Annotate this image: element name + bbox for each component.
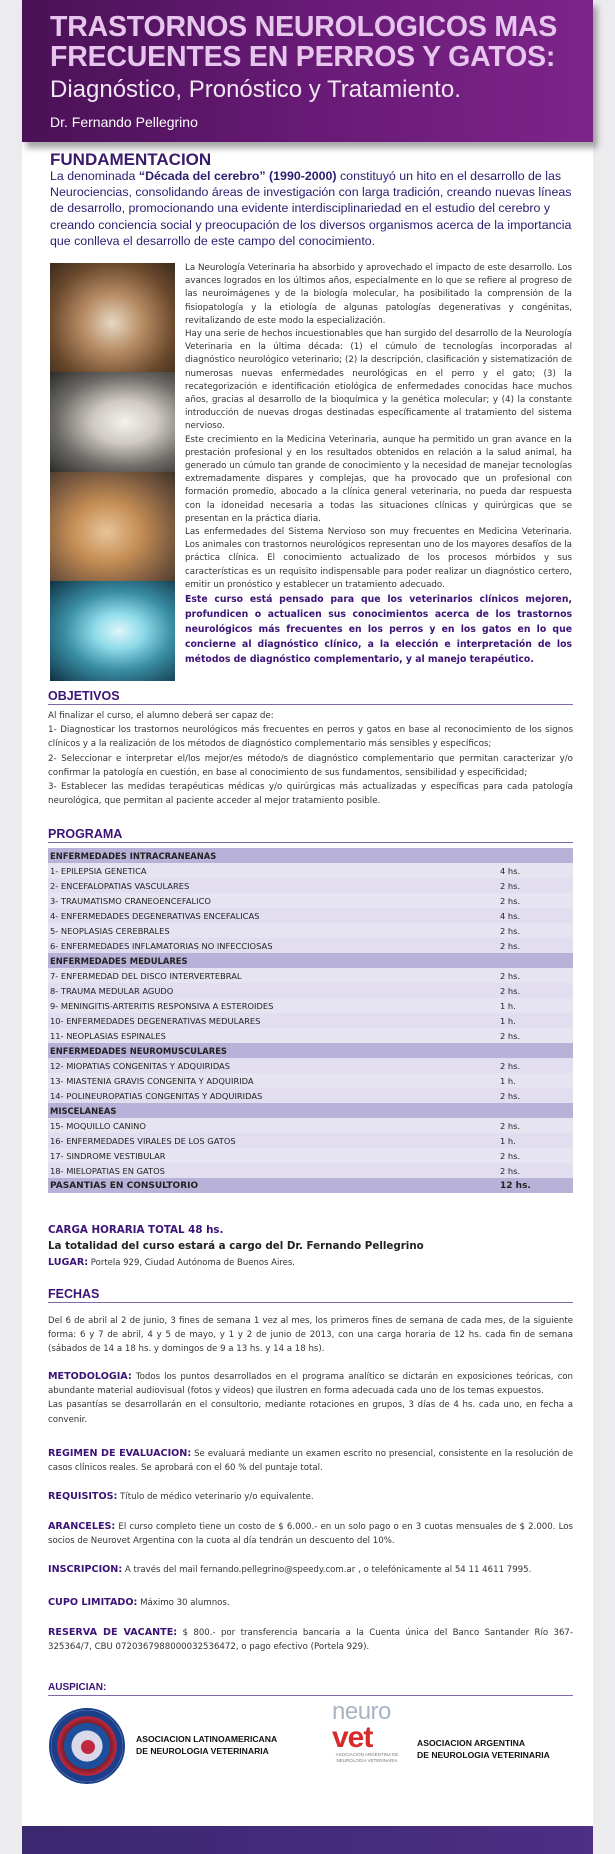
objetivos-list	[48, 709, 573, 808]
title-line-2: FRECUENTES EN PERROS Y GATOS:	[50, 41, 556, 73]
program-item-name: 15- MOQUILLO CANINO	[50, 1120, 146, 1131]
org2-line1: ASOCIACION ARGENTINA	[417, 1738, 526, 1748]
program-item-name: 3- TRAUMATISMO CRANEOENCEFALICO	[50, 895, 211, 906]
title-line-1: TRASTORNOS NEUROLOGICOS MAS	[50, 11, 558, 43]
program-total-name: PASANTIAS EN CONSULTORIO	[50, 1180, 199, 1191]
fundamentacion-intro	[50, 168, 573, 249]
objetivo-line: 3- Establecer las medidas terapéuticas médicas y/o quirúrgicas más actualizadas y específicas para cada patología neurológica, que permitan al paciente acceder al mejor tratamiento posible.	[48, 782, 573, 807]
neurovet-logo-vet: vet	[332, 1721, 373, 1754]
program-item-hours: 2 hs.	[500, 1120, 521, 1131]
course-author: Dr. Fernando Pellegrino	[50, 114, 198, 130]
program-item	[48, 893, 573, 908]
objetivo-line: 2- Seleccionar e interpretar el/los mejor/es método/s de diagnóstico complementario que permitan caracterizar y/o confirmar la patología en cuestión, en base al conocimiento de sus fundamentos, sensibilidad y especificidad;	[48, 753, 573, 778]
program-item-hours: 2 hs.	[500, 1090, 521, 1101]
requisitos-text: Título de médico veterinario y/o equivalente.	[117, 1492, 314, 1502]
objetivo-line: Al finalizar el curso, el alumno deberá ser capaz de:	[48, 711, 274, 721]
program-item	[48, 1163, 573, 1178]
alanv-logo	[49, 1708, 125, 1784]
lugar-label: LUGAR:	[48, 1257, 89, 1268]
carga-total: CARGA HORARIA TOTAL 48 hs.	[48, 1224, 224, 1236]
program-item-name: 5- NEOPLASIAS CEREBRALES	[50, 925, 170, 936]
dog-photo-3	[50, 472, 175, 581]
metodologia-label: METODOLOGIA:	[48, 1371, 132, 1382]
photo-column	[50, 263, 175, 681]
program-item-hours: 2 hs.	[500, 1030, 521, 1041]
footer-band	[22, 1826, 593, 1854]
program-total-hours: 12 hs.	[500, 1180, 531, 1191]
reserva-info	[48, 1626, 573, 1654]
fundamentacion-body	[185, 262, 572, 667]
program-item-hours: 1 h.	[500, 1000, 516, 1011]
regimen-info	[48, 1447, 573, 1475]
cupo-label: CUPO LIMITADO:	[48, 1597, 138, 1608]
program-item-name: 12- MIOPATIAS CONGENITAS Y ADQUIRIDAS	[50, 1060, 230, 1071]
fechas-text: Del 6 de abril al 2 de junio, 3 fines de semana 1 vez al mes, los primeros fines de semana de cada mes, de la siguiente forma: 6 y 7 de abril, 4 y 5 de mayo, y 1 y 2 de junio de 2013, con una carga horaria de 12 hs. cada fin de semana (sábados de 14 a 18 hs. y domingos de 9 a 13 hs. y 14 a 18 hs).	[48, 1316, 573, 1355]
program-item	[48, 878, 573, 893]
programa-heading: PROGRAMA	[48, 827, 573, 843]
intro-post: constituyó un hito en el desarrollo de las Neurociencias, consolidando áreas de investigación con larga tradición, creando nuevas líneas de desarrollo, promocionando una evidente interdisciplinariedad en el estudio del cerebro y creando conciencia social y preocupación de los diversos organismos acerca de la importancia que conlleva el desarrollo de este campo del conocimiento.	[50, 169, 572, 248]
program-category-name: ENFERMEDADES INTRACRANEANAS	[50, 850, 217, 861]
paragraph: Hay una serie de hechos incuestionables que han surgido del desarrollo de la Neurología Veterinaria en la última década: (1) el cúmulo de tecnologías incorporadas al diagnóstico neurológico veterinario; (2) la descripción, clasificación y sistematización de numerosas nuevas enfermedades neurológicas en el perro y el gato; (3) la recategorización e identificación etiológica de enfermedades conocidas hace muchos años, gracias al desarrollo de la bioquímica y la genética molecular; y (4) la constante introducción de nuevas drogas destinadas específicamente al tratamiento del sistema nervioso.	[185, 329, 572, 432]
program-item	[48, 1058, 573, 1073]
program-item-name: 18- MIELOPATIAS EN GATOS	[50, 1165, 165, 1176]
regimen-text: Se evaluará mediante un examen escrito no presencial, consistente en la resolución de casos clínicos reales. Se aprobará con el 60 % del puntaje total.	[48, 1449, 573, 1474]
program-item	[48, 1148, 573, 1163]
header-banner	[22, 0, 593, 142]
program-total	[48, 1178, 573, 1193]
program-item-hours: 4 hs.	[500, 910, 521, 921]
org1-line1: ASOCIACION LATINOAMERICANA	[136, 1734, 278, 1744]
program-item	[48, 968, 573, 983]
program-item	[48, 923, 573, 938]
program-item	[48, 1118, 573, 1133]
neurovet-logo	[332, 1700, 402, 1780]
mri-image	[50, 581, 175, 681]
program-item-hours: 2 hs.	[500, 1165, 521, 1176]
program-item-hours: 1 h.	[500, 1075, 516, 1086]
program-item-name: 9- MENINGITIS-ARTERITIS RESPONSIVA A ESTEROIDES	[50, 1000, 274, 1011]
program-item-hours: 2 hs.	[500, 880, 521, 891]
program-item-name: 1- EPILEPSIA GENETICA	[50, 865, 147, 876]
program-item-hours: 2 hs.	[500, 985, 521, 996]
program-item-hours: 2 hs.	[500, 1150, 521, 1161]
program-item-name: 16- ENFERMEDADES VIRALES DE LOS GATOS	[50, 1135, 236, 1146]
requisitos-label: REQUISITOS:	[48, 1491, 118, 1502]
inscripcion-label: INSCRIPCION:	[48, 1564, 123, 1575]
program-item-hours: 2 hs.	[500, 895, 521, 906]
cupo-text: Máximo 30 alumnos.	[137, 1598, 230, 1608]
course-highlight: Este curso está pensado para que los veterinarios clínicos mejoren, profundicen o actualicen sus conocimientos acerca de los trastornos neurológicos más frecuentes en los perros y en los gatos en lo que concierne al diagnóstico clínico, a la elección e interpretación de los métodos de diagnóstico complementario, y al manejo terapéutico.	[185, 594, 572, 666]
program-item	[48, 863, 573, 878]
program-item-hours: 2 hs.	[500, 940, 521, 951]
course-subtitle: Diagnóstico, Pronóstico y Tratamiento.	[50, 76, 461, 103]
org1-line2: DE NEUROLOGIA VETERINARIA	[136, 1746, 269, 1756]
paragraph: Este crecimiento en la Medicina Veterinaria, aunque ha permitido un gran avance en la prestación profesional y en los resultados obtenidos en relación a la salud animal, ha generado un cúmulo tan grande de conocimiento y la necesidad de manejar tecnologías extremadamente dispares y complejas, que ha provocado que un profesional con formación promedio, abocado a la clínica general veterinaria, no pueda dar respuesta con la idoneidad necesaria a todas las situaciones clínicas y quirúrgicas que se presentan en la práctica diaria.	[185, 434, 572, 524]
inscripcion-info	[48, 1563, 573, 1577]
programa-table	[48, 848, 573, 1193]
neurovet-logo-neuro: neuro	[332, 1698, 391, 1725]
objetivo-line: 1- Diagnosticar los trastornos neurológicos más frecuentes en perros y gatos en base al reconocimiento de los signos clínicos y a la realización de los métodos de diagnóstico complementario más sensibles y específicos;	[48, 725, 573, 750]
program-item	[48, 938, 573, 953]
program-category	[48, 1103, 573, 1118]
program-category	[48, 953, 573, 968]
program-category-name: MISCELANEAS	[50, 1105, 117, 1116]
paragraph: La Neurología Veterinaria ha absorbido y aprovechado el impacto de este desarrollo. Los avances logrados en los últimos años, especialmente en lo que se refiere al progreso de las neuroimágenes y de la biología molecular, ha posibilitado la comprensión de la fisiopatología y la etiología de algunas patologías degenerativas y congénitas, revitalizando de este modo la especialización.	[185, 263, 572, 326]
metodologia-text: Todos los puntos desarrollados en el programa analítico se dictarán en exposiciones teóricas, con abundante material audiovisual (fotos y videos) que ilustren en forma adecuada cada uno de los temas expuestos.	[48, 1372, 573, 1397]
program-item	[48, 1028, 573, 1043]
program-item-hours: 2 hs.	[500, 970, 521, 981]
program-item-name: 11- NEOPLASIAS ESPINALES	[50, 1030, 166, 1041]
logo-center-icon	[81, 1740, 95, 1754]
program-item-name: 4- ENFERMEDADES DEGENERATIVAS ENCEFALICAS	[50, 910, 260, 921]
program-item-hours: 1 h.	[500, 1015, 516, 1026]
auspician-heading: AUSPICIAN:	[48, 1682, 573, 1696]
program-item	[48, 1133, 573, 1148]
program-item-name: 17- SINDROME VESTIBULAR	[50, 1150, 166, 1161]
aranceles-text: El curso completo tiene un costo de $ 6.000.- en un solo pago o en 3 cuotas mensuales de $ 2.000. Los socios de Neurovet Argentina con la cuota al día tendrán un descuento del 10%.	[48, 1522, 573, 1547]
neurovet-logo-sub: ASOCIACION ARGENTINA DE NEUROLOGIA VETERINARIA	[335, 1752, 399, 1763]
program-item	[48, 1088, 573, 1103]
dog-photo-1	[50, 263, 175, 372]
program-item-name: 6- ENFERMEDADES INFLAMATORIAS NO INFECCIOSAS	[50, 940, 273, 951]
program-item-name: 10- ENFERMEDADES DEGENERATIVAS MEDULARES	[50, 1015, 261, 1026]
program-item-name: 13- MIASTENIA GRAVIS CONGENITA Y ADQUIRIDA	[50, 1075, 254, 1086]
program-item-name: 8- TRAUMA MEDULAR AGUDO	[50, 985, 174, 996]
aranceles-label: ARANCELES:	[48, 1521, 116, 1532]
course-title	[50, 12, 590, 72]
program-item-name: 2- ENCEFALOPATIAS VASCULARES	[50, 880, 190, 891]
program-item-name: 14- POLINEUROPATIAS CONGENITAS Y ADQUIRIDAS	[50, 1090, 263, 1101]
intro-bold: “Década del cerebro” (1990-2000)	[138, 169, 337, 183]
program-item-name: 7- ENFERMEDAD DEL DISCO INTERVERTEBRAL	[50, 970, 242, 981]
dog-photo-2	[50, 372, 175, 472]
metodologia-info	[48, 1370, 573, 1427]
cupo-info	[48, 1596, 573, 1610]
program-item-hours: 2 hs.	[500, 1060, 521, 1071]
program-item-hours: 1 h.	[500, 1135, 516, 1146]
reserva-label: RESERVA DE VACANTE:	[48, 1627, 178, 1638]
intro-pre: La denominada	[50, 169, 139, 183]
program-item	[48, 983, 573, 998]
requisitos-info	[48, 1490, 573, 1504]
program-item-hours: 4 hs.	[500, 865, 521, 876]
program-item	[48, 908, 573, 923]
program-category-name: ENFERMEDADES NEUROMUSCULARES	[50, 1045, 227, 1056]
paragraph: Las enfermedades del Sistema Nervioso son muy frecuentes en Medicina Veterinaria. Los animales con trastornos neurológicos representan uno de los mayores desafíos de la práctica clínica. El conocimiento actualizado de los procesos mórbidos y sus características es un requisito indispensable para poder realizar un diagnóstico certero, emitir un pronóstico y establecer un tratamiento adecuado.	[185, 527, 572, 590]
fundamentacion-heading: FUNDAMENTACION	[50, 150, 212, 169]
program-item-hours: 2 hs.	[500, 925, 521, 936]
carga-docente: La totalidad del curso estará a cargo del Dr. Fernando Pellegrino	[48, 1240, 424, 1252]
org2-line2: DE NEUROLOGIA VETERINARIA	[417, 1750, 550, 1760]
program-category	[48, 848, 573, 863]
program-item	[48, 998, 573, 1013]
program-item	[48, 1013, 573, 1028]
inscripcion-text: A través del mail fernando.pellegrino@speedy.com.ar , o telefónicamente al 54 11 4611 7995.	[122, 1565, 532, 1575]
aanv-name	[417, 1737, 550, 1761]
alanv-name	[136, 1733, 277, 1757]
lugar-info	[48, 1257, 573, 1268]
program-category-name: ENFERMEDADES MEDULARES	[50, 955, 188, 966]
carga-horaria	[48, 1222, 573, 1254]
program-item	[48, 1073, 573, 1088]
program-category	[48, 1043, 573, 1058]
reserva-text: $ 800.- por transferencia bancaria a la Cuenta única del Banco Santander Río 367-325364/7, CBU 0720367988000032536472, o pago efectivo (Portela 929).	[48, 1628, 573, 1653]
regimen-label: REGIMEN DE EVALUACION:	[48, 1448, 192, 1459]
aranceles-info	[48, 1520, 573, 1548]
objetivos-heading: OBJETIVOS	[48, 689, 573, 705]
fechas-heading: FECHAS	[48, 1287, 573, 1303]
lugar-text: Portela 929, Ciudad Autónoma de Buenos Aires.	[88, 1258, 296, 1268]
metodologia-text-2: Las pasantías se desarrollarán en el consultorio, mediante rotaciones en grupos, 3 días de 4 hs. cada uno, en fecha a convenir.	[48, 1400, 573, 1425]
